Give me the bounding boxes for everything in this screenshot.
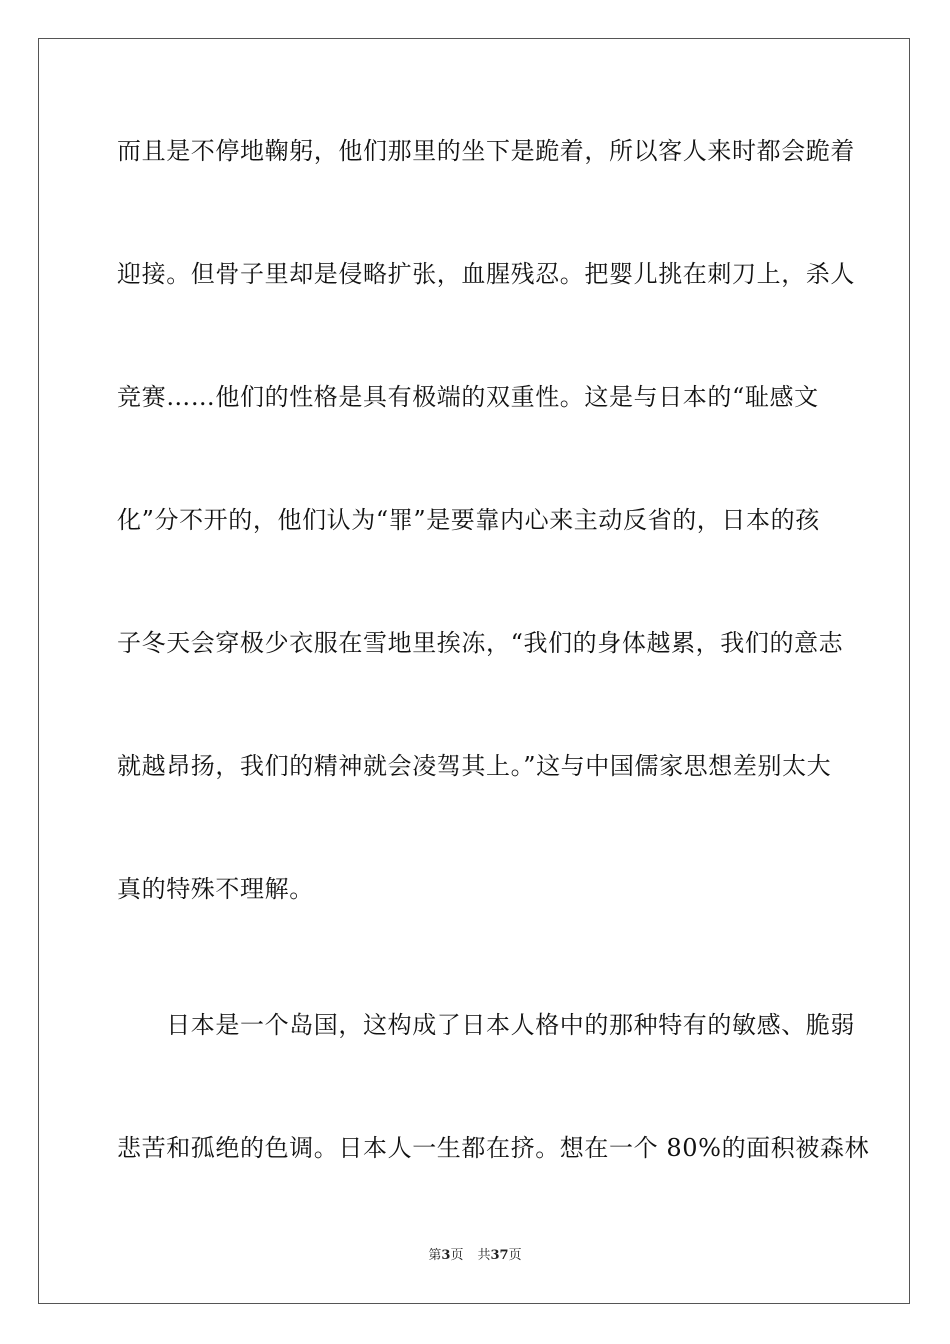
- text-line: 竞赛……他们的性格是具有极端的双重性。这是与日本的“耻感文: [117, 383, 819, 411]
- text-line: 子冬天会穿极少衣服在雪地里挨冻，“我们的身体越累，我们的意志: [117, 629, 844, 657]
- text-line: 日本是一个岛国，这构成了日本人格中的那种特有的敏感、脆弱: [117, 1011, 855, 1039]
- text-line: 而且是不停地鞠躬，他们那里的坐下是跪着，所以客人来时都会跪着: [117, 137, 855, 165]
- text-line: 真的特殊不理解。: [117, 875, 314, 903]
- current-page-number: 3: [441, 1248, 451, 1263]
- footer-total-prefix: 共: [477, 1248, 491, 1263]
- footer-prefix: 第: [428, 1248, 442, 1263]
- text-line: 迎接。但骨子里却是侵略扩张，血腥残忍。把婴儿挑在刺刀上，杀人: [117, 260, 855, 288]
- page-border: [38, 38, 910, 1304]
- text-line: 就越昂扬，我们的精神就会凌驾其上。”这与中国儒家思想差别太大: [117, 752, 832, 780]
- total-page-count: 37: [490, 1248, 509, 1263]
- text-line: 化”分不开的，他们认为“罪”是要靠内心来主动反省的，日本的孩: [117, 506, 820, 534]
- page-footer: [0, 1247, 950, 1265]
- text-line: 悲苦和孤绝的色调。日本人一生都在挤。想在一个 80%的面积被森林: [117, 1134, 870, 1162]
- footer-total-suffix: 页: [508, 1248, 522, 1263]
- footer-page-suffix: 页: [450, 1248, 464, 1263]
